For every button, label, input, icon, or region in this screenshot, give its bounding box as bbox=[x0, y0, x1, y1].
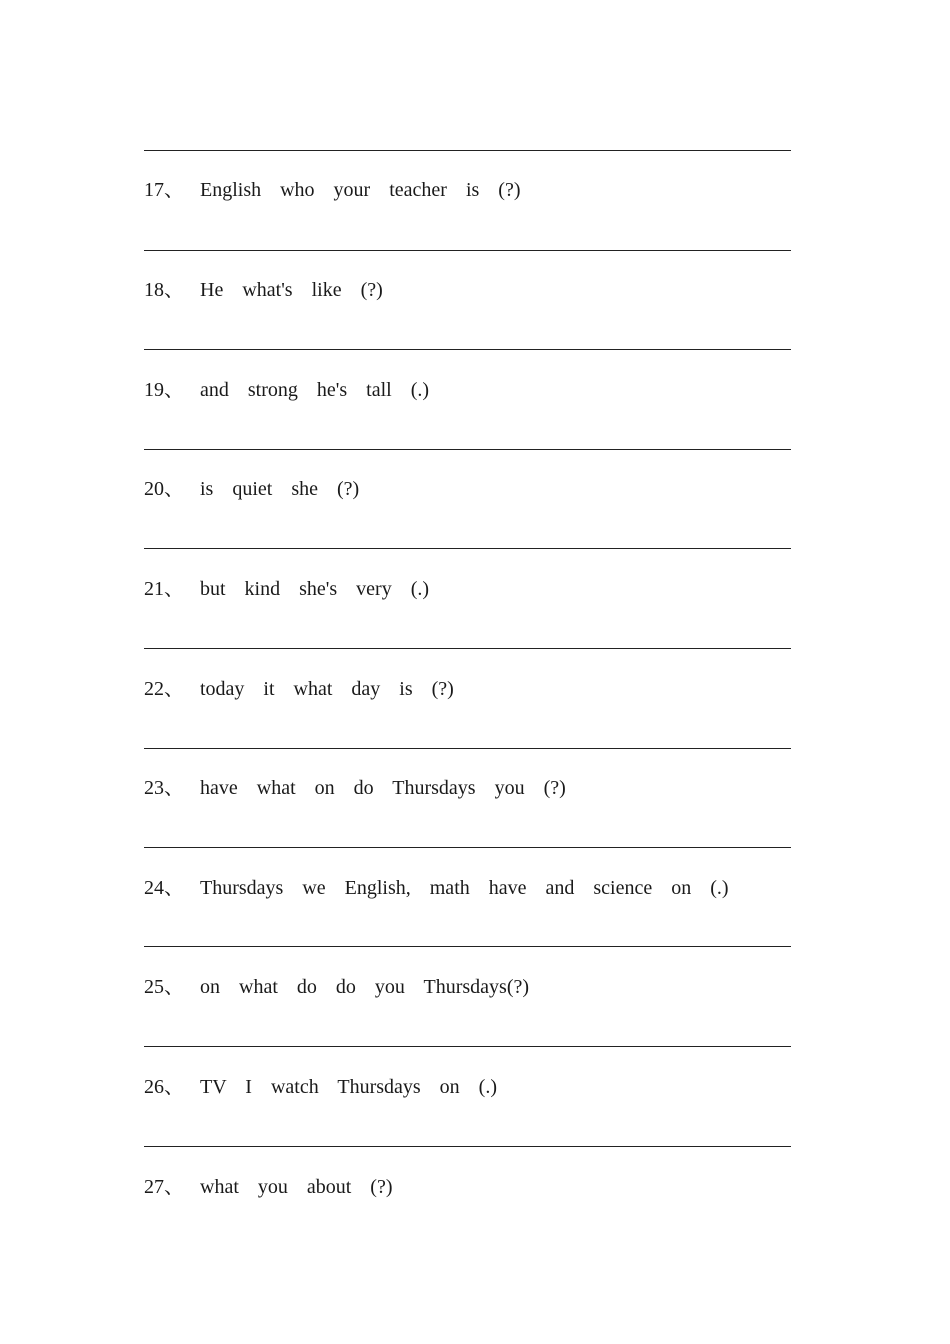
question-17 bbox=[144, 176, 520, 204]
question-number: 21、 bbox=[144, 578, 184, 600]
question-number: 18、 bbox=[144, 279, 184, 301]
answer-line-17 bbox=[144, 250, 791, 251]
answer-line-23 bbox=[144, 847, 791, 848]
question-24 bbox=[144, 874, 729, 902]
question-number: 24、 bbox=[144, 877, 184, 899]
question-27 bbox=[144, 1173, 393, 1201]
question-number: 26、 bbox=[144, 1076, 184, 1098]
question-23 bbox=[144, 774, 566, 802]
answer-line-20 bbox=[144, 548, 791, 549]
question-number: 25、 bbox=[144, 976, 184, 998]
question-words: but kind she's very (.) bbox=[200, 578, 430, 600]
question-number: 17、 bbox=[144, 179, 184, 201]
question-words: He what's like (?) bbox=[200, 279, 383, 301]
question-words: today it what day is (?) bbox=[200, 678, 454, 700]
question-words: is quiet she (?) bbox=[200, 478, 360, 500]
answer-line-21 bbox=[144, 648, 791, 649]
answer-line-18 bbox=[144, 349, 791, 350]
question-20 bbox=[144, 475, 359, 503]
question-words: Thursdays we English, math have and science on (.) bbox=[200, 877, 729, 899]
question-words: and strong he's tall (.) bbox=[200, 379, 430, 401]
question-words: what you about (?) bbox=[200, 1176, 393, 1198]
question-number: 20、 bbox=[144, 478, 184, 500]
question-18 bbox=[144, 276, 383, 304]
question-26 bbox=[144, 1073, 497, 1101]
question-words: have what on do Thursdays you (?) bbox=[200, 777, 566, 799]
question-words: TV I watch Thursdays on (.) bbox=[200, 1076, 497, 1098]
answer-line-26 bbox=[144, 1146, 791, 1147]
answer-line-16 bbox=[144, 150, 791, 151]
answer-line-19 bbox=[144, 449, 791, 450]
question-number: 27、 bbox=[144, 1176, 184, 1198]
question-words: on what do do you Thursdays(?) bbox=[200, 976, 530, 998]
question-22 bbox=[144, 675, 454, 703]
question-21 bbox=[144, 575, 429, 603]
question-number: 19、 bbox=[144, 379, 184, 401]
question-number: 22、 bbox=[144, 678, 184, 700]
answer-line-24 bbox=[144, 946, 791, 947]
question-19 bbox=[144, 376, 429, 404]
question-number: 23、 bbox=[144, 777, 184, 799]
question-25 bbox=[144, 973, 529, 1001]
answer-line-25 bbox=[144, 1046, 791, 1047]
question-words: English who your teacher is (?) bbox=[200, 179, 521, 201]
answer-line-22 bbox=[144, 748, 791, 749]
